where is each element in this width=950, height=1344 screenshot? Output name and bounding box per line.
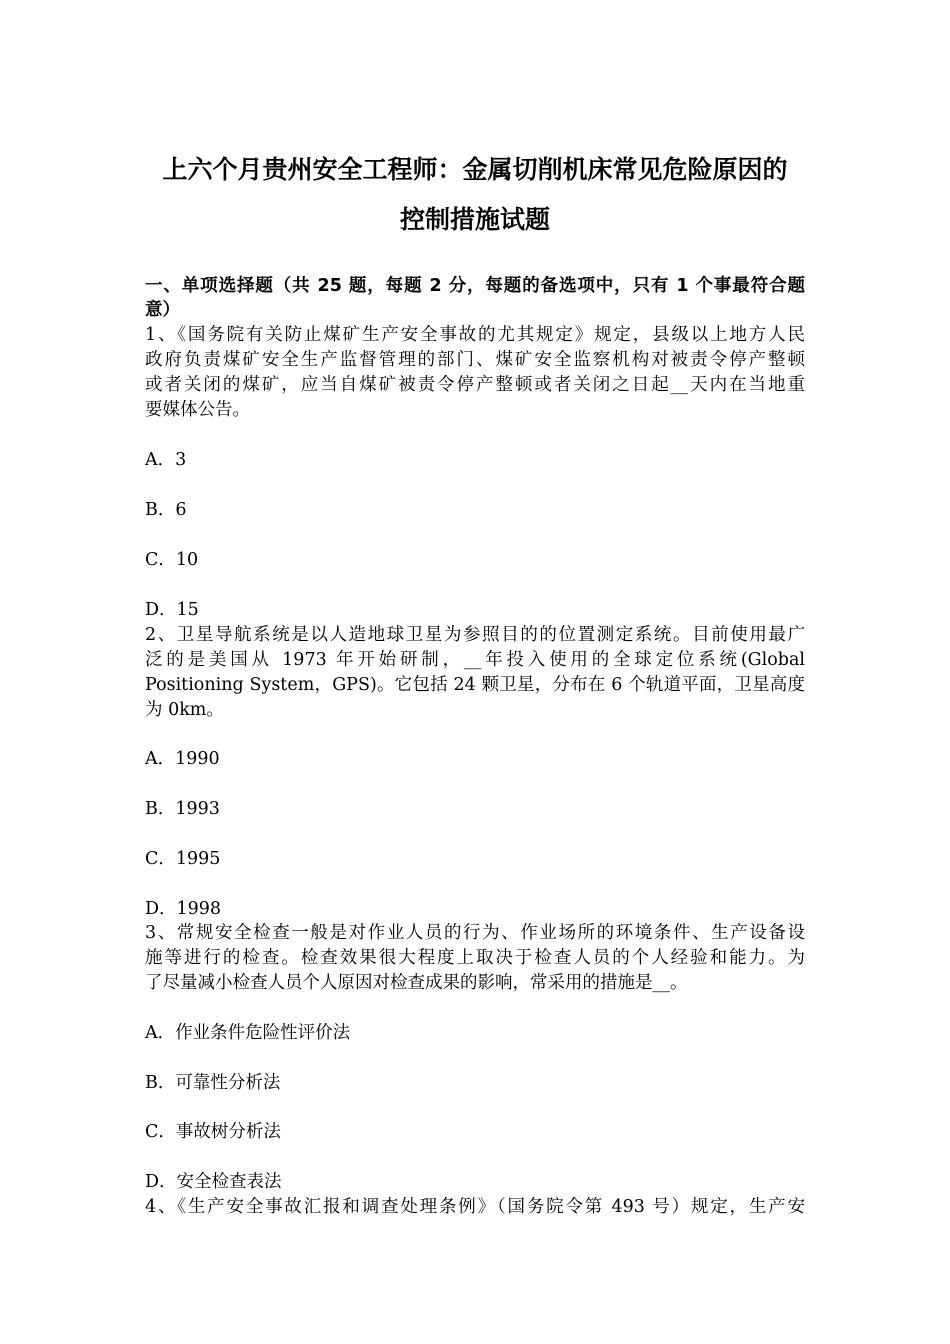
question-1-line-1: 1、《国务院有关防止煤矿生产安全事故的尤其规定》规定，县级以上地方人民 — [145, 325, 805, 345]
question-1-option-c: C．10 — [145, 550, 199, 570]
question-2-option-d: D．1998 — [145, 899, 222, 919]
question-2-option-c: C．1995 — [145, 849, 221, 869]
question-2-line-3: Positioning System，GPS)。它包括 24 颗卫星，分布在 6 个轨道平面，卫星高度 — [145, 675, 805, 695]
question-3-option-c: C．事故树分析法 — [145, 1122, 281, 1142]
question-3-option-a: A．作业条件危险性评价法 — [145, 1023, 351, 1043]
question-3-line-2: 施等进行的检查。检查效果很大程度上取决于检查人员的个人经验和能力。为 — [145, 948, 805, 968]
question-4-line-1: 4、《生产安全事故汇报和调查处理条例》（国务院令第 493 号）规定，生产安 — [145, 1197, 805, 1217]
question-3-option-d: D．安全检查表法 — [145, 1172, 282, 1192]
question-1-option-b: B．6 — [145, 500, 187, 520]
question-1-line-4: 要媒体公告。 — [145, 400, 250, 420]
question-3-option-b: B．可靠性分析法 — [145, 1073, 281, 1093]
document-title-line-1: 上六个月贵州安全工程师：金属切削机床常见危险原因的 — [162, 155, 788, 184]
question-3-line-3: 了尽量减小检查人员个人原因对检查成果的影响，常采用的措施是__。 — [145, 973, 688, 993]
document-title-line-2: 控制措施试题 — [399, 205, 550, 234]
question-2-line-2: 泛的是美国从 1973 年开始研制，__年投入使用的全球定位系统(Global — [145, 650, 805, 670]
question-2-option-b: B．1993 — [145, 799, 220, 819]
question-1-option-d: D．15 — [145, 600, 199, 620]
question-2-option-a: A．1990 — [145, 749, 220, 769]
question-2-line-4: 为 0km。 — [145, 700, 224, 720]
question-1-option-a: A．3 — [145, 450, 187, 470]
question-3-line-1: 3、常规安全检查一般是对作业人员的行为、作业场所的环境条件、生产设备设 — [145, 923, 805, 943]
question-1-line-3: 或者关闭的煤矿，应当自煤矿被责令停产整顿或者关闭之日起__天内在当地重 — [145, 375, 805, 395]
question-1-line-2: 政府负责煤矿安全生产监督管理的部门、煤矿安全监察机构对被责令停产整顿 — [145, 350, 805, 370]
section-heading-line-1: 一、单项选择题（共 25 题，每题 2 分，每题的备选项中，只有 1 个事最符合题 — [145, 276, 805, 296]
question-2-line-1: 2、卫星导航系统是以人造地球卫星为参照目的的位置测定系统。目前使用最广 — [145, 625, 805, 645]
section-heading-line-2: 意） — [145, 300, 180, 320]
